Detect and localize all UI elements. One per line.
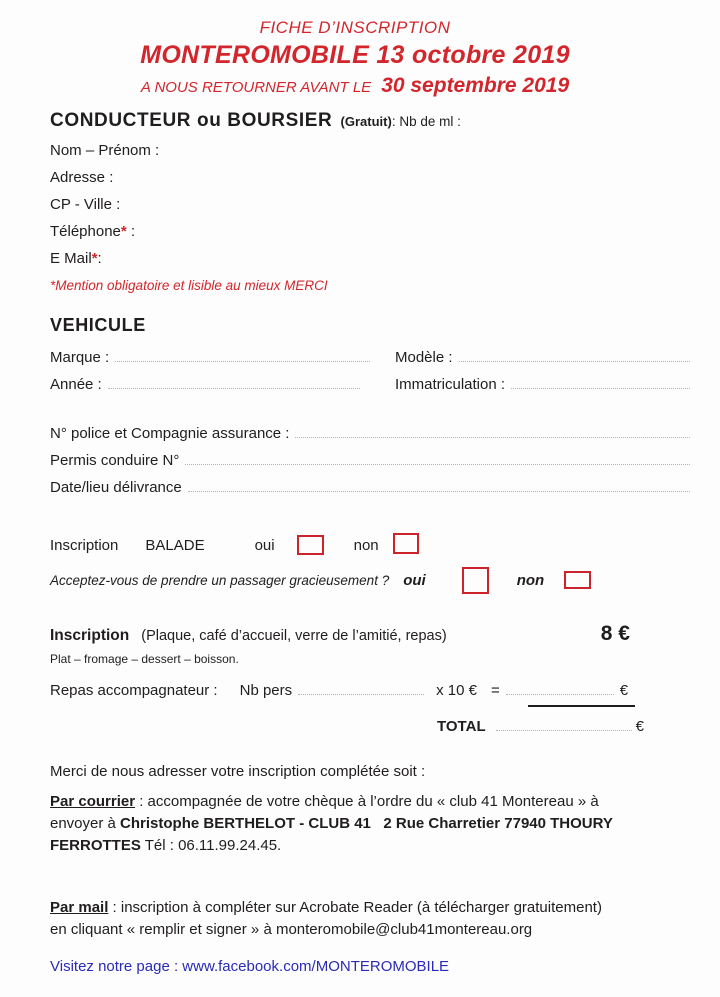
telephone-colon: : <box>126 223 136 240</box>
repas-row <box>50 681 690 699</box>
permis-label: Permis conduire N° <box>50 452 180 469</box>
annee-label: Année : <box>50 376 102 393</box>
vehicule-row-2 <box>50 375 690 393</box>
mandatory-mention-note: *Mention obligatoire et lisible au mieux MERCI <box>50 278 328 293</box>
passager-non-label: non <box>516 571 545 589</box>
multiplier-label: x 10 € <box>436 682 478 699</box>
telephone-required-star: * <box>120 223 127 240</box>
conducteur-title: CONDUCTEUR ou BOURSIER <box>50 110 333 131</box>
passager-oui-checkbox[interactable] <box>462 567 489 594</box>
inscription-price-row <box>50 622 690 646</box>
courrier-line-3 <box>50 835 690 857</box>
equals-sign: = <box>491 682 500 699</box>
inscription-label: Inscription <box>50 627 130 644</box>
balade-name-label: BALADE <box>145 536 205 554</box>
email-required-star: * <box>91 250 98 267</box>
menu-description: Plat – fromage – dessert – boisson. <box>50 652 239 666</box>
field-permis <box>50 451 690 469</box>
field-cp-ville <box>50 196 690 223</box>
courrier-city-bold: FERROTTES <box>50 837 141 854</box>
annee-input-line[interactable] <box>108 375 360 389</box>
mail-line-2 <box>50 919 690 941</box>
assurance-label: N° police et Compagnie assurance : <box>50 425 290 442</box>
facebook-link[interactable]: Visitez notre page : www.facebook.com/MONTEROMOBILE <box>50 958 450 975</box>
mail-text-1: : inscription à compléter sur Acrobate Reader (à télécharger gratuitement) <box>108 899 602 916</box>
repas-amount-input-line[interactable] <box>506 681 614 695</box>
field-telephone <box>50 223 690 250</box>
field-marque <box>50 348 395 366</box>
form-header <box>50 18 660 98</box>
nom-prenom-label: Nom – Prénom : <box>50 142 160 159</box>
courrier-line-1 <box>50 791 690 813</box>
field-annee <box>50 375 395 393</box>
assurance-input-line[interactable] <box>295 424 690 438</box>
passager-oui-label: oui <box>403 571 426 589</box>
field-immatriculation <box>395 375 690 393</box>
immatriculation-label: Immatriculation : <box>395 376 506 393</box>
balade-oui-label: oui <box>254 536 275 554</box>
telephone-label: Téléphone <box>50 223 121 240</box>
balade-oui-checkbox[interactable] <box>297 535 324 555</box>
deadline-line <box>50 74 660 98</box>
balade-non-checkbox[interactable] <box>393 533 419 554</box>
inscription-detail: (Plaque, café d’accueil, verre de l’amitié, repas) <box>141 628 447 644</box>
immatriculation-input-line[interactable] <box>511 375 690 389</box>
field-delivrance <box>50 478 690 496</box>
marque-label: Marque : <box>50 349 110 366</box>
par-mail-label: Par mail <box>50 899 109 916</box>
repas-label: Repas accompagnateur : <box>50 682 218 699</box>
email-label: E Mail <box>50 250 92 267</box>
field-modele <box>395 348 690 366</box>
email-colon: : <box>97 250 102 267</box>
courrier-address-bold: Christophe BERTHELOT - CLUB 41 2 Rue Charretier 77940 THOURY <box>120 815 613 832</box>
marque-input-line[interactable] <box>115 348 370 362</box>
mail-text-2: en cliquant « remplir et signer » à monteromobile@club41montereau.org <box>50 921 533 938</box>
courrier-text-2: envoyer à <box>50 815 121 832</box>
nb-pers-input-line[interactable] <box>298 681 424 695</box>
passager-question-label: Acceptez-vous de prendre un passager gracieusement ? <box>50 572 390 588</box>
total-input-line[interactable] <box>496 717 632 731</box>
passager-non-checkbox[interactable] <box>564 571 591 589</box>
total-row <box>50 717 690 735</box>
passager-row <box>50 565 690 595</box>
par-courrier-label: Par courrier <box>50 793 136 810</box>
par-mail-paragraph <box>50 897 690 941</box>
sum-divider-line <box>528 705 635 707</box>
form-title: FICHE D’INSCRIPTION <box>259 18 451 37</box>
deadline-prefix: A NOUS RETOURNER AVANT LE <box>140 79 372 96</box>
courrier-text-1: : accompagnée de votre chèque à l’ordre du « club 41 Montereau » à <box>135 793 599 810</box>
modele-input-line[interactable] <box>459 348 690 362</box>
conducteur-nb-ml-label: : Nb de ml : <box>391 114 461 129</box>
delivrance-label: Date/lieu délivrance <box>50 479 182 496</box>
inscription-price: 8 € <box>600 622 630 645</box>
modele-label: Modèle : <box>395 349 453 366</box>
field-email <box>50 250 690 277</box>
balade-row <box>50 533 690 557</box>
field-assurance <box>50 424 690 442</box>
merci-note: Merci de nous adresser votre inscription complétée soit : <box>50 763 426 780</box>
courrier-line-2 <box>50 813 690 835</box>
conducteur-fields <box>50 142 690 293</box>
event-title: MONTEROMOBILE 13 octobre 2019 <box>140 41 570 69</box>
mail-line-1 <box>50 897 690 919</box>
repas-euro-sign: € <box>619 682 629 699</box>
par-courrier-paragraph <box>50 791 690 857</box>
nb-pers-label: Nb pers <box>239 682 293 699</box>
vehicule-row-1 <box>50 348 690 366</box>
total-euro-sign: € <box>635 718 644 735</box>
balade-inscription-label: Inscription <box>50 536 119 554</box>
deadline-date: 30 septembre 2019 <box>381 74 570 97</box>
permis-input-line[interactable] <box>185 451 690 465</box>
courrier-phone: Tél : 06.11.99.24.45. <box>140 837 282 854</box>
cp-ville-label: CP - Ville : <box>50 196 121 213</box>
total-label: TOTAL <box>437 718 486 735</box>
conducteur-heading <box>50 110 690 132</box>
field-adresse <box>50 169 690 196</box>
balade-non-label: non <box>353 536 379 554</box>
adresse-label: Adresse : <box>50 169 114 186</box>
conducteur-gratuit: (Gratuit) <box>340 114 392 129</box>
vehicule-heading: VEHICULE <box>50 315 146 335</box>
field-nom-prenom <box>50 142 690 169</box>
delivrance-input-line[interactable] <box>188 478 690 492</box>
